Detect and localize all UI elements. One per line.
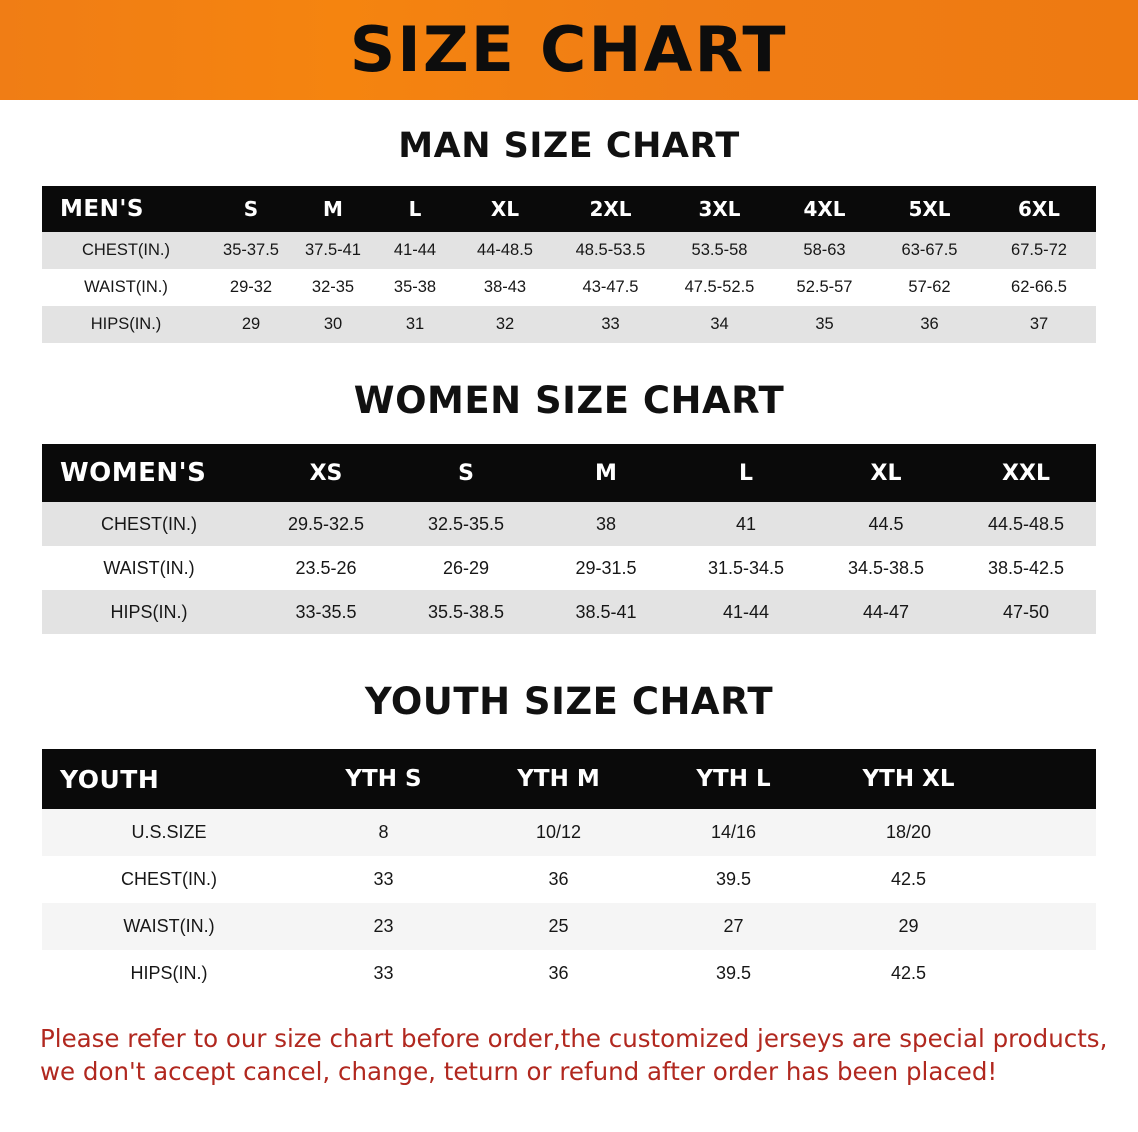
man-row-2-cell-0: 29 [241,315,261,333]
women-row-2-cell-5: 47-50 [1002,601,1050,622]
man-size-table [42,186,1096,343]
man-table-header-row [42,186,1096,232]
policy-note-line-2: we don't accept cancel, change, teturn or refund after order has been placed! [40,1056,998,1086]
man-row-2-label: HIPS(IN.) [90,315,162,333]
man-row-1-cell-4: 43-47.5 [582,278,639,296]
women-row-1-cell-5: 38.5-42.5 [987,557,1065,578]
youth-size-table [42,749,1096,997]
man-row-0-cell-8: 67.5-72 [1011,241,1067,259]
women-row-2-cell-4: 44-47 [862,601,910,622]
man-row-2-cell-5: 34 [710,315,729,333]
man-header-cell-6: 3XL [667,186,772,232]
policy-note-line-1: Please refer to our size chart before order,the customized jerseys are special products, [40,1024,1108,1053]
man-row-0-cell-2: 41-44 [393,241,437,259]
man-row-0-cell-5: 53.5-58 [691,241,748,259]
youth-row-0-cell-0: 8 [378,822,389,842]
youth-header-cell-0: YOUTH [42,749,296,809]
man-header-cell-4: XL [456,186,554,232]
man-row-2-cell-7: 36 [920,315,939,333]
man-row-2-cell-3: 32 [495,315,515,333]
women-row-2-cell-1: 35.5-38.5 [427,601,505,622]
man-row-0-cell-1: 37.5-41 [305,241,361,259]
youth-row-0-spacer [996,809,1096,856]
women-header-cell-5: XL [816,444,956,502]
women-row-0-label: CHEST(IN.) [101,513,197,534]
women-section-title: WOMEN SIZE CHART [353,379,785,422]
man-header-cell-8: 5XL [877,186,982,232]
women-size-table [42,444,1096,634]
man-row-2-cell-8: 37 [1029,315,1049,333]
man-header-cell-1: S [210,186,292,232]
youth-row-1-cell-3: 42.5 [890,869,927,889]
women-row-1-label: WAIST(IN.) [103,557,195,578]
youth-row-1-cell-0: 33 [373,869,394,889]
youth-row-3-label: HIPS(IN.) [130,963,208,983]
youth-table-wrap [42,749,1096,997]
man-row-1-cell-6: 52.5-57 [796,278,853,296]
youth-section-title: YOUTH SIZE CHART [364,680,774,723]
women-header-cell-4: L [676,444,816,502]
man-row-1-cell-3: 38-43 [483,278,527,296]
youth-row-3-cell-0: 33 [373,963,394,983]
women-row-1-cell-0: 23.5-26 [295,557,357,578]
man-row-2-cell-2: 31 [405,315,425,333]
women-row-0-cell-0: 29.5-32.5 [287,513,365,534]
banner [0,0,1138,100]
man-row-1-cell-5: 47.5-52.5 [684,278,755,296]
man-header-cell-2: M [292,186,374,232]
youth-row-0-cell-3: 18/20 [885,822,932,842]
women-row-2-cell-3: 41-44 [722,601,770,622]
man-row-1-cell-0: 29-32 [229,278,273,296]
youth-row-2-cell-3: 29 [898,916,919,936]
women-row-0-cell-5: 44.5-48.5 [987,513,1065,534]
man-header-cell-0: MEN'S [42,186,210,232]
table-row [42,856,1096,903]
youth-row-1-spacer [996,856,1096,903]
women-header-cell-1: XS [256,444,396,502]
youth-row-2-label: WAIST(IN.) [123,916,215,936]
man-row-0-label: CHEST(IN.) [82,241,170,259]
youth-row-1-cell-1: 36 [548,869,569,889]
man-header-cell-9: 6XL [982,186,1096,232]
youth-header-cell-3: YTH L [646,749,821,809]
table-row [42,590,1096,634]
table-row [42,546,1096,590]
page-title: SIZE CHART [350,13,788,86]
women-row-1-cell-2: 29-31.5 [575,557,637,578]
youth-header-cell-2: YTH M [471,749,646,809]
youth-row-0-cell-1: 10/12 [535,822,582,842]
man-row-0-cell-0: 35-37.5 [223,241,279,259]
women-header-cell-2: S [396,444,536,502]
man-row-2-cell-6: 35 [815,315,834,333]
man-row-1-cell-2: 35-38 [393,278,437,296]
man-table-wrap [42,186,1096,343]
table-row [42,903,1096,950]
women-row-0-cell-1: 32.5-35.5 [427,513,505,534]
youth-table-header-row [42,749,1096,809]
man-row-0-cell-7: 63-67.5 [901,241,958,259]
women-row-1-cell-1: 26-29 [442,557,490,578]
women-header-cell-0: WOMEN'S [42,444,256,502]
man-section-title: MAN SIZE CHART [398,126,740,166]
youth-row-2-cell-1: 25 [548,916,569,936]
man-row-0-cell-4: 48.5-53.5 [575,241,646,259]
table-row [42,502,1096,546]
women-row-2-cell-0: 33-35.5 [295,601,357,622]
youth-row-0-cell-2: 14/16 [710,822,757,842]
table-row [42,809,1096,856]
youth-row-3-cell-1: 36 [548,963,569,983]
man-row-0-cell-3: 44-48.5 [477,241,533,259]
youth-row-3-cell-3: 42.5 [890,963,927,983]
youth-row-2-cell-2: 27 [723,916,744,936]
youth-row-1-cell-2: 39.5 [715,869,752,889]
man-row-1-cell-8: 62-66.5 [1011,278,1067,296]
man-header-cell-7: 4XL [772,186,877,232]
man-row-1-cell-1: 32-35 [311,278,355,296]
table-row [42,232,1096,269]
man-row-1-label: WAIST(IN.) [84,278,168,296]
women-row-0-cell-2: 38 [595,513,617,534]
women-row-2-label: HIPS(IN.) [110,601,188,622]
policy-note [40,1023,1108,1088]
youth-header-cell-4: YTH XL [821,749,996,809]
youth-row-2-cell-0: 23 [373,916,394,936]
youth-row-3-spacer [996,950,1096,997]
women-table-header-row [42,444,1096,502]
women-row-0-cell-4: 44.5 [868,513,904,534]
man-row-1-cell-7: 57-62 [908,278,951,296]
youth-row-1-label: CHEST(IN.) [121,869,217,889]
women-row-1-cell-4: 34.5-38.5 [847,557,925,578]
man-header-cell-3: L [374,186,456,232]
youth-row-3-cell-2: 39.5 [715,963,752,983]
women-row-1-cell-3: 31.5-34.5 [707,557,785,578]
table-row [42,306,1096,343]
man-row-0-cell-6: 58-63 [803,241,846,259]
women-table-wrap [42,444,1096,634]
women-header-cell-6: XXL [956,444,1096,502]
women-row-2-cell-2: 38.5-41 [575,601,637,622]
youth-row-2-spacer [996,903,1096,950]
man-header-cell-5: 2XL [554,186,667,232]
man-row-2-cell-1: 30 [323,315,343,333]
women-row-0-cell-3: 41 [735,513,757,534]
table-row [42,950,1096,997]
table-row [42,269,1096,306]
man-row-2-cell-4: 33 [601,315,620,333]
women-header-cell-3: M [536,444,676,502]
youth-header-cell-1: YTH S [296,749,471,809]
youth-row-0-label: U.S.SIZE [131,822,207,842]
youth-header-spacer [996,749,1096,809]
